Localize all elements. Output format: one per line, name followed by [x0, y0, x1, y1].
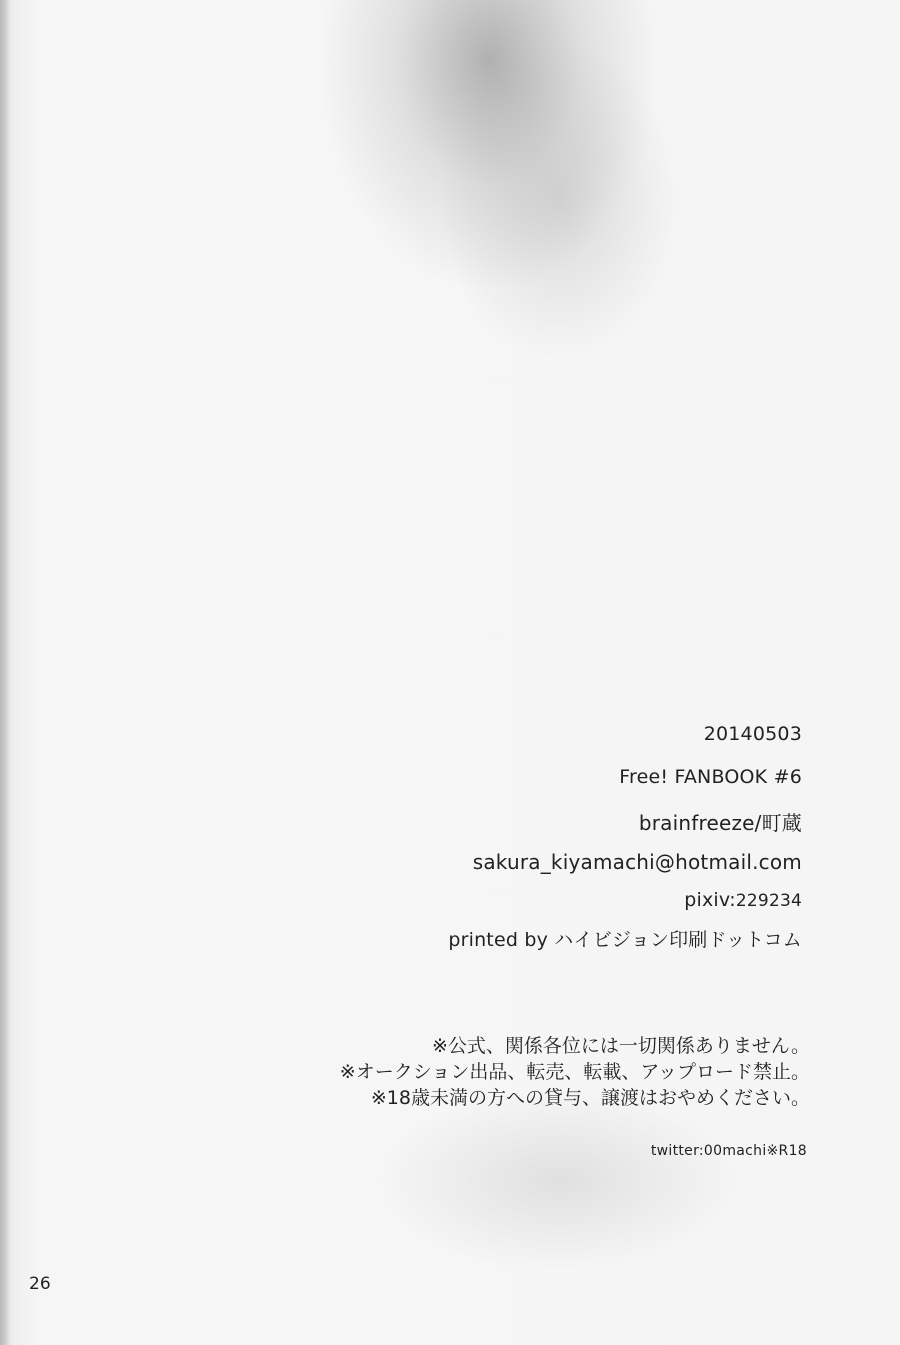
page-spine-shadow: [0, 0, 10, 1345]
notice-age-restriction: ※18歳未満の方への貸与、譲渡はおやめください。: [370, 1087, 810, 1109]
pixiv-id: 229234: [735, 891, 802, 911]
printer-credit: printed by ハイビジョン印刷ドットコム: [448, 929, 802, 951]
pixiv-label: pixiv:: [684, 889, 736, 911]
page-number: 26: [29, 1274, 51, 1294]
colophon-block: [448, 722, 802, 952]
circle-name: brainfreeze/町蔵: [638, 811, 802, 835]
pixiv-line: [448, 888, 802, 913]
book-title: Free! FANBOOK #6: [619, 766, 802, 788]
notice-block: [340, 1033, 810, 1111]
twitter-handle: twitter:00machi※R18: [650, 1143, 807, 1159]
contact-email: sakura_kiyamachi@hotmail.com: [472, 850, 802, 874]
notice-unofficial: ※公式、関係各位には一切関係ありません。: [431, 1035, 810, 1057]
publication-date: 20140503: [703, 723, 802, 745]
notice-no-resale: ※オークション出品、転売、転載、アップロード禁止。: [339, 1061, 810, 1083]
